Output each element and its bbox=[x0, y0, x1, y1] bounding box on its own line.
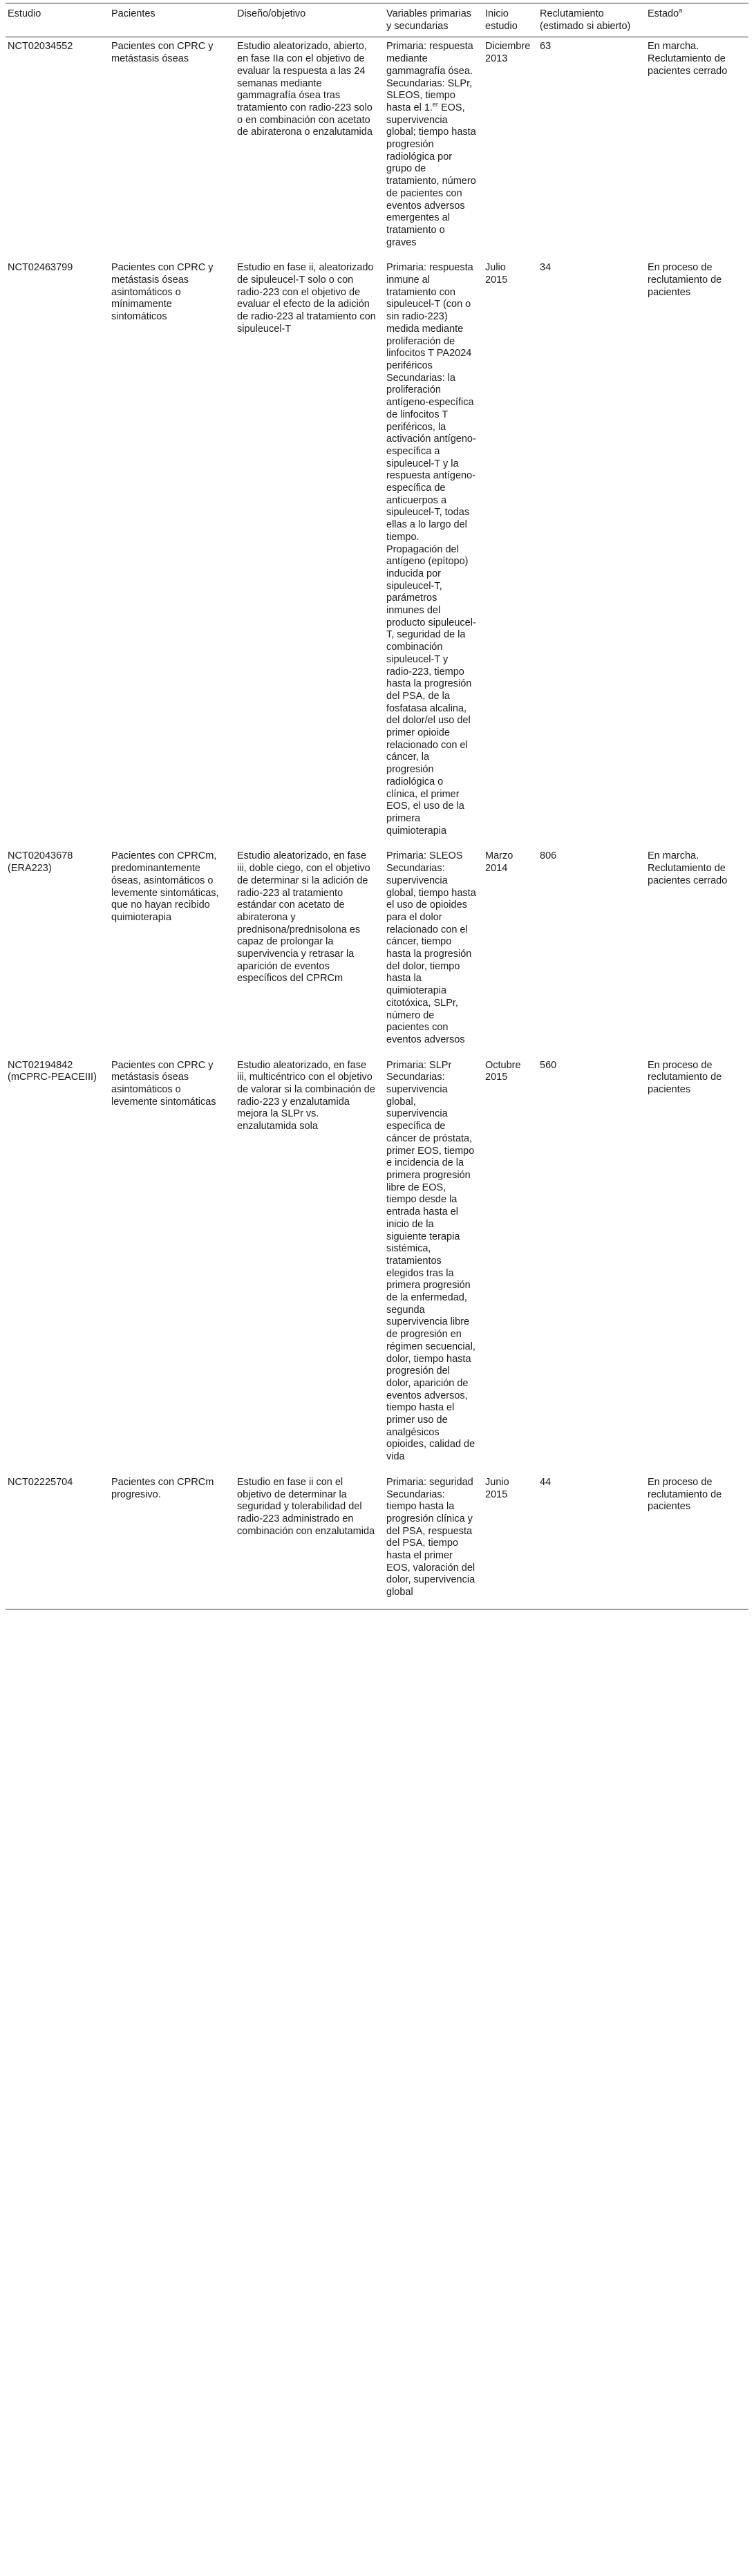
cell-patients: Pacientes con CPRC y metástasis óseas asintomáticos o mínimamente sintomáticos bbox=[111, 262, 214, 323]
col-header-status bbox=[645, 8, 748, 37]
cell-enrollment: 44 bbox=[540, 1476, 552, 1488]
cell-patients: Pacientes con CPRC y metástasis óseas bbox=[111, 41, 214, 65]
cell-patients: Pacientes con CPRCm, predominantemente óseas, asintomáticos o levemente sintomáticas, que no hayan recibido quimioterapia bbox=[111, 850, 219, 923]
cell-enrollment: 560 bbox=[540, 1059, 557, 1071]
col-header-patients: Pacientes bbox=[111, 8, 155, 19]
cell-study: NCT02034552 bbox=[8, 41, 73, 53]
cell-study: NCT02194842 (mCPRC-PEACEIII) bbox=[8, 1059, 97, 1083]
table-body bbox=[6, 37, 748, 1609]
cell-endpoints bbox=[384, 37, 483, 259]
col-header-start: Inicio estudio bbox=[485, 8, 518, 32]
col-header-status-label: Estado bbox=[648, 8, 679, 19]
cell-patients: Pacientes con CPRCm progresivo. bbox=[111, 1476, 214, 1500]
cell-study: NCT02043678 (ERA223) bbox=[8, 850, 73, 875]
endpoints-text: Primaria: respuesta mediante gammagrafía ósea. Secundarias: SLPr, SLEOS, tiempo hasta el 1. bbox=[386, 41, 473, 113]
cell-endpoints: Primaria: SLEOS Secundarias: supervivencia global, tiempo hasta el uso de opioides para el dolor relacionado con el cáncer, tiempo hasta la progresión del dolor, tiempo hasta la quimioterapia citotóxica, SLPr, número de pacientes con eventos adversos bbox=[386, 850, 476, 1045]
cell-study: NCT02463799 bbox=[8, 262, 73, 274]
table-row bbox=[6, 1056, 748, 1473]
col-header-endpoints: Variables primarias y secundarias bbox=[386, 8, 472, 32]
cell-status: En proceso de reclutamiento de pacientes bbox=[648, 1476, 722, 1513]
ordinal-suffix: er bbox=[432, 101, 438, 109]
cell-endpoints: Primaria: respuesta inmune al tratamiento con sipuleucel-T (con o sin radio-223) medida mediante proliferación de linfocitos T PA2024 periféricos Secundarias: la proliferación antígeno-específica de linfocitos T periféricos, la activación antígeno-específica a sipuleucel-T y la respuesta antígeno-específica de anticuerpos a sipuleucel-T, todas ellas a lo largo del tiempo. Propagación del antígeno (epítopo) inducida por sipuleucel-T, parámetros inmunes del producto sipuleucel-T, seguridad de la combinación sipuleucel-T y radio-223, tiempo hasta la progresión del PSA, de la fosfatasa alcalina, del dolor/el uso del primer opioide relacionado con el cáncer, la progresión radiológica o clínica, el primer EOS, el uso de la primera quimioterapia bbox=[386, 262, 476, 837]
cell-start: Octubre 2015 bbox=[485, 1059, 521, 1083]
endpoints-text-cont: EOS, supervivencia global; tiempo hasta progresión radiológica por grupo de tratamiento, número de pacientes con eventos adversos emergentes al tratamiento o graves bbox=[386, 102, 476, 248]
cell-design: Estudio en fase ii con el objetivo de determinar la seguridad y tolerabilidad del radio-223 administrado en combinación con enzalutamida bbox=[237, 1476, 375, 1537]
cell-start: Junio 2015 bbox=[485, 1476, 509, 1500]
cell-enrollment: 806 bbox=[540, 850, 557, 862]
col-header-study: Estudio bbox=[8, 8, 41, 19]
cell-enrollment: 34 bbox=[540, 262, 552, 274]
table-header bbox=[6, 8, 748, 37]
cell-design: Estudio aleatorizado, en fase iii, multicéntrico con el objetivo de valorar si la combinación de radio-223 y enzalutamida mejora la SLPr vs. enzalutamida sola bbox=[237, 1059, 375, 1132]
table-row bbox=[6, 37, 748, 259]
cell-status: En marcha. Reclutamiento de pacientes cerrado bbox=[648, 41, 728, 77]
header-row bbox=[6, 8, 748, 37]
status-footnote-marker: a bbox=[679, 7, 683, 15]
cell-status: En proceso de reclutamiento de pacientes bbox=[648, 1059, 722, 1096]
cell-endpoints: Primaria: seguridad Secundarias: tiempo hasta la progresión clínica y del PSA, respuesta del PSA, tiempo hasta el primer EOS, valoración del dolor, supervivencia global bbox=[386, 1476, 475, 1598]
cell-status: En proceso de reclutamiento de pacientes bbox=[648, 262, 722, 298]
cell-start: Julio 2015 bbox=[485, 262, 508, 286]
col-header-enrollment: Reclutamiento (estimado si abierto) bbox=[540, 8, 631, 32]
cell-design: Estudio aleatorizado, en fase iii, doble ciego, con el objetivo de determinar si la adición de radio-223 al tratamiento estándar con acetato de abiraterona y prednisona/prednisolona es capaz de prolongar la supervivencia y retrasar la aparición de eventos específicos del CPRCm bbox=[237, 850, 370, 984]
cell-design: Estudio aleatorizado, abierto, en fase IIa con el objetivo de evaluar la respuesta a las 24 semanas mediante gammagrafía ósea tras tratamiento con radio-223 solo o en combinación con acetato de abiraterona o enzalutamida bbox=[237, 41, 373, 138]
cell-study: NCT02225704 bbox=[8, 1476, 73, 1488]
cell-status: En marcha. Reclutamiento de pacientes cerrado bbox=[648, 850, 728, 886]
cell-endpoints: Primaria: SLPr Secundarias: supervivencia global, supervivencia específica de cáncer de próstata, primer EOS, tiempo e incidencia de la primera progresión libre de EOS, tiempo desde la entrada hasta el inicio de la siguiente terapia sistémica, tratamientos elegidos tras la primera progresión de la enfermedad, segunda supervivencia libre de progresión en régimen secuencial, dolor, tiempo hasta progresión del dolor, aparición de eventos adversos, tiempo hasta el primer uso de analgésicos opioides, calidad de vida bbox=[386, 1059, 475, 1463]
table-row bbox=[6, 847, 748, 1056]
cell-start: Marzo 2014 bbox=[485, 850, 513, 875]
clinical-trials-table bbox=[6, 8, 748, 1609]
cell-design: Estudio en fase ii, aleatorizado de sipuleucel-T solo o con radio-223 con el objetivo de evaluar el efecto de la adición de radio-223 al tratamiento con sipuleucel-T bbox=[237, 262, 376, 335]
table-row bbox=[6, 1473, 748, 1609]
table-row bbox=[6, 259, 748, 847]
col-header-design: Diseño/objetivo bbox=[237, 8, 306, 19]
cell-patients: Pacientes con CPRC y metástasis óseas asintomáticos o levemente sintomáticas bbox=[111, 1059, 216, 1108]
cell-start: Diciembre 2013 bbox=[485, 41, 531, 65]
cell-enrollment: 63 bbox=[540, 41, 552, 53]
